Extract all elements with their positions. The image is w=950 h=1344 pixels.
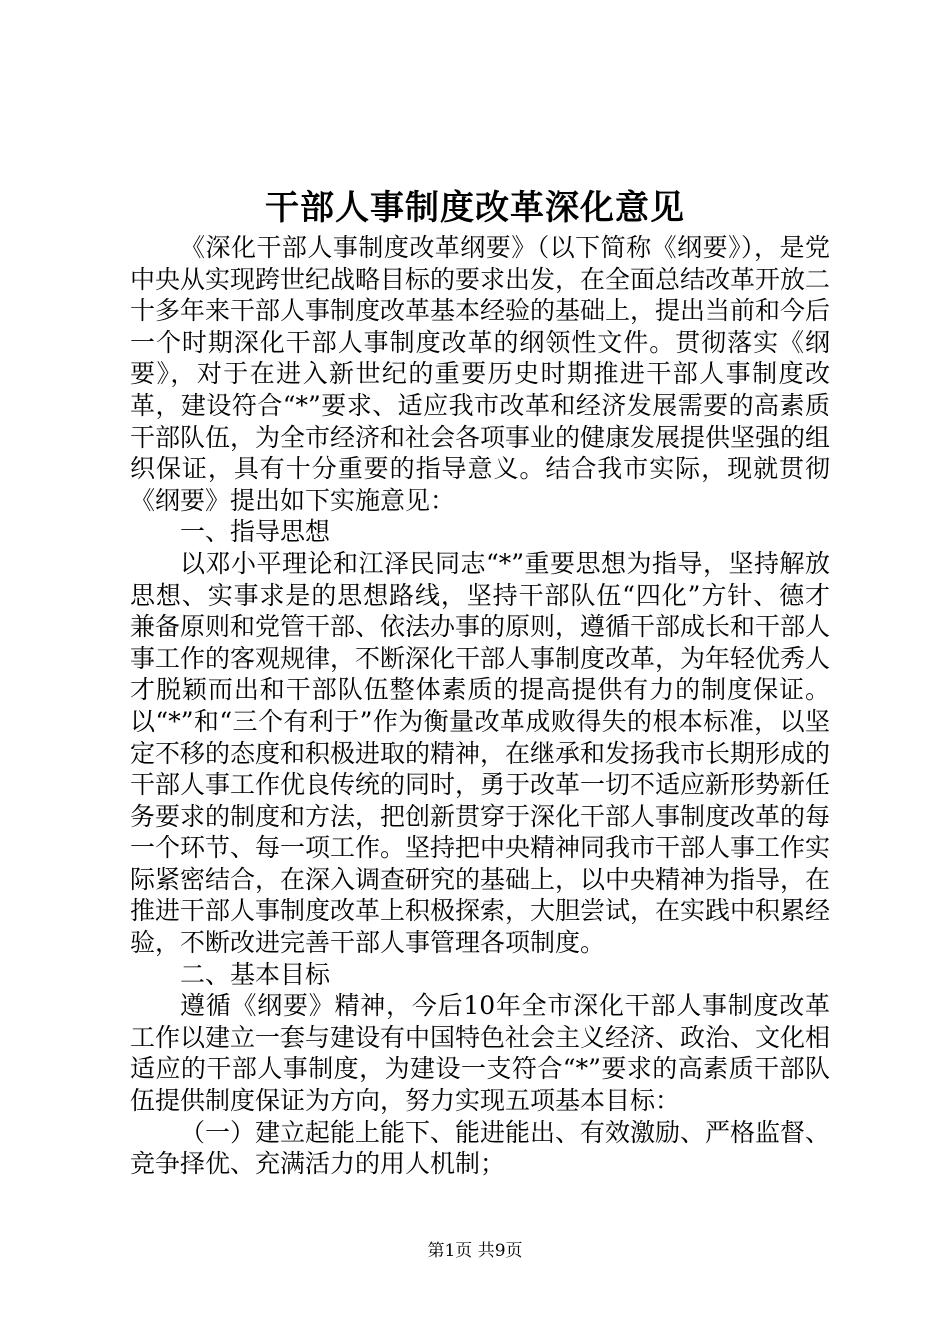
section-heading-basic-goals: 二、基本目标 <box>180 959 331 989</box>
intro-paragraph: 《深化干部人事制度改革纲要》（以下简称《纲要》），是党中央从实现跨世纪战略目标的要求出发，在全面总结改革开放二十多年来干部人事制度改革基本经验的基础上，提出当前和今后一个时期深化干部人事制度改革的纲领性文件。贯彻落实《纲要》，对于在进入新世纪的重要历史时期推进干部人事制度改革，建设符合“*”要求、适应我市改革和经济发展需要的高素质干部队伍，为全市经济和社会各项事业的健康发展提供坚强的组织保证，具有十分重要的指导意义。结合我市实际，现就贯彻《纲要》提出如下实施意见： <box>130 233 831 515</box>
document-body <box>130 232 830 1180</box>
basic-goals-paragraph: 遵循《纲要》精神，今后10年全市深化干部人事制度改革工作以建立一套与建设有中国特色社会主义经济、政治、文化相适应的干部人事制度，为建设一支符合“*”要求的高素质干部队伍提供制度保证为方向，努力实现五项基本目标： <box>130 991 831 1116</box>
section-heading-guiding-thought: 一、指导思想 <box>180 517 331 547</box>
goal-item-1: （一）建立起能上能下、能进能出、有效激励、严格监督、竞争择优、充满活力的用人机制； <box>130 1117 831 1179</box>
page-footer: 第1页 共9页 <box>427 1241 523 1261</box>
guiding-thought-paragraph: 以邓小平理论和江泽民同志“*”重要思想为指导，坚持解放思想、实事求是的思想路线，坚持干部队伍“四化”方针、德才兼备原则和党管干部、依法办事的原则，遵循干部成长和干部人事工作的客观规律，不断深化干部人事制度改革，为年轻优秀人才脱颖而出和干部队伍整体素质的提高提供有力的制度保证。以“*”和“三个有利于”作为衡量改革成败得失的根本标准，以坚定不移的态度和积极进取的精神，在继承和发扬我市长期形成的干部人事工作优良传统的同时，勇于改革一切不适应新形势新任务要求的制度和方法，把创新贯穿于深化干部人事制度改革的每一个环节、每一项工作。坚持把中央精神同我市干部人事工作实际紧密结合，在深入调查研究的基础上，以中央精神为指导，在推进干部人事制度改革上积极探索，大胆尝试，在实践中积累经验，不断改进完善干部人事管理各项制度。 <box>130 548 831 958</box>
document-title: 干部人事制度改革深化意见 <box>265 188 685 228</box>
